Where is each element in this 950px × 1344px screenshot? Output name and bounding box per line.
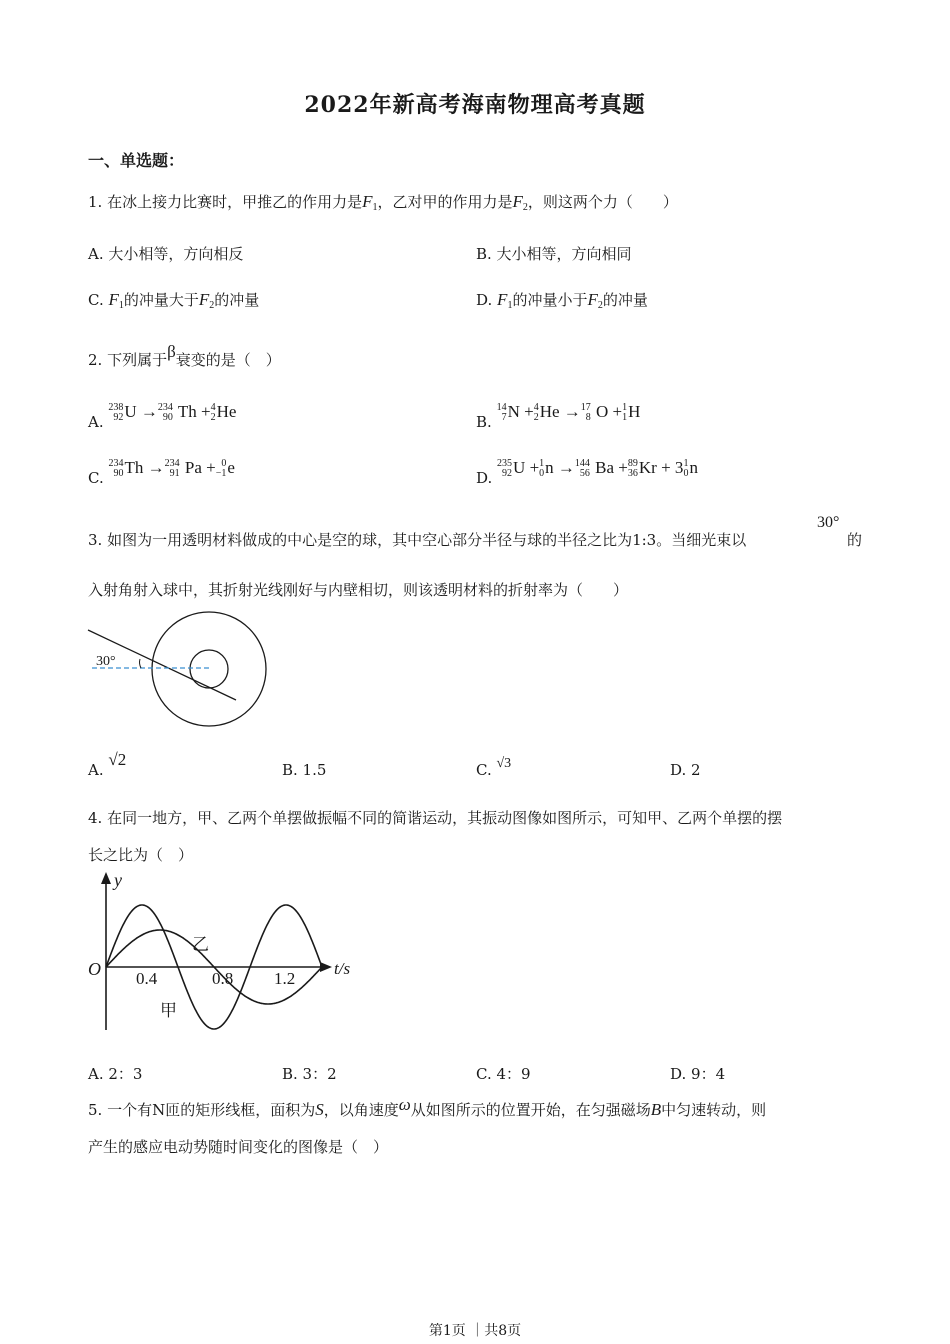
y-axis-arrow: [101, 872, 111, 884]
question-1-option-a: A. 大小相等，方向相反: [88, 245, 244, 263]
force-f2-symbol: F2: [198, 290, 215, 311]
page-footer: 第1页 ｜共8页: [428, 1323, 522, 1339]
question-5-stem-line1: 5. 一个有N匝的矩形线框，面积为S，以角速度ω从如图所示的位置开始，在匀强磁场B中匀速转动，则: [88, 1095, 767, 1119]
question-4-option-d: D. 9：4: [670, 1065, 726, 1083]
question-3-option-d: D. 2: [670, 761, 701, 779]
origin-label: O: [88, 959, 101, 979]
question-3-option-c: C. √3: [476, 756, 512, 779]
question-1-option-b: B. 大小相等，方向相同: [476, 245, 632, 263]
question-4-option-b: B. 3：2: [282, 1065, 337, 1083]
question-2-option-d: D. 235 92U +1 0n →144 56 Ba +89 36Kr + 31 0n: [476, 458, 698, 487]
force-f2-symbol: F2: [512, 192, 528, 213]
question-2-stem: 2. 下列属于β衰变的是（ ）: [88, 342, 281, 369]
figure-angle-label: 30°: [96, 654, 116, 669]
force-f2-symbol: F2: [587, 290, 603, 311]
tick-label-0-4: 0.4: [136, 969, 158, 988]
incident-angle: 30°: [817, 514, 840, 531]
question-3-option-a: A. √2: [88, 750, 127, 779]
tick-label-0-8: 0.8: [212, 969, 234, 988]
area-symbol: S: [315, 1100, 324, 1119]
nuclear-equation: 234 90Th →234 91 Pa + 0 −1e: [108, 458, 235, 480]
force-f1-symbol: F1: [362, 192, 378, 213]
question-5-stem-line2: 产生的感应电动势随时间变化的图像是（ ）: [88, 1138, 389, 1156]
label-yi: 乙: [192, 935, 209, 954]
question-3-stem-tail: 的: [847, 531, 863, 549]
question-1-stem: 1. 在冰上接力比赛时，甲推乙的作用力是F1，乙对甲的作用力是F2，则这两个力（ ）: [88, 192, 678, 213]
question-3-option-b: B. 1.5: [282, 761, 327, 779]
question-2-option-a: A. 238 92U →234 90 Th +4 2He: [88, 402, 237, 431]
inner-circle: [190, 650, 228, 688]
question-4-option-c: C. 4：9: [476, 1065, 531, 1083]
question-3-stem-line2: 入射角射入球中，其折射光线刚好与内壁相切，则该透明材料的折射率为（ ）: [88, 581, 629, 599]
force-f1-symbol: F1: [497, 290, 513, 311]
question-1-option-c: C. F1的冲量大于F2的冲量: [88, 290, 260, 311]
field-symbol: B: [650, 1100, 662, 1119]
omega-symbol: ω: [398, 1095, 411, 1114]
question-2-option-b: B. 14 7N +4 2He →17 8 O +1 1H: [476, 402, 641, 431]
beta-symbol: β: [167, 342, 176, 361]
y-axis-label: y: [114, 870, 122, 890]
hollow-sphere-figure: [86, 608, 276, 732]
t-axis-label: t/s: [334, 959, 351, 978]
nuclear-equation: 238 92U →234 90 Th +4 2He: [108, 402, 237, 424]
force-f1-symbol: F1: [108, 290, 124, 311]
label-jia: 甲: [160, 1001, 177, 1020]
section-heading: 一、单选题：: [88, 151, 185, 170]
question-3-stem-line1: 3. 如图为一用透明材料做成的中心是空的球，其中空心部分半径与球的半径之比为1:3。当细光束以: [88, 531, 747, 549]
oscillation-graph: [84, 870, 364, 1035]
nuclear-equation: 14 7N +4 2He →17 8 O +1 1H: [496, 402, 641, 424]
nuclear-equation: 235 92U +1 0n →144 56 Ba +89 36Kr + 31 0n: [497, 458, 698, 480]
question-4-option-a: A. 2：3: [88, 1065, 143, 1083]
page-title: 2022年新高考海南物理高考真题: [304, 92, 646, 118]
question-4-stem-line1: 4. 在同一地方，甲、乙两个单摆做振幅不同的简谐运动，其振动图像如图所示，可知甲、乙两个单摆的摆: [88, 809, 783, 827]
angle-arc: [140, 659, 141, 668]
tick-label-1-2: 1.2: [274, 969, 296, 988]
question-4-stem-line2: 长之比为（ ）: [88, 846, 194, 864]
question-2-option-c: C. 234 90Th →234 91 Pa + 0 −1e: [88, 458, 235, 487]
question-1-option-d: D. F1的冲量小于F2的冲量: [476, 290, 648, 311]
